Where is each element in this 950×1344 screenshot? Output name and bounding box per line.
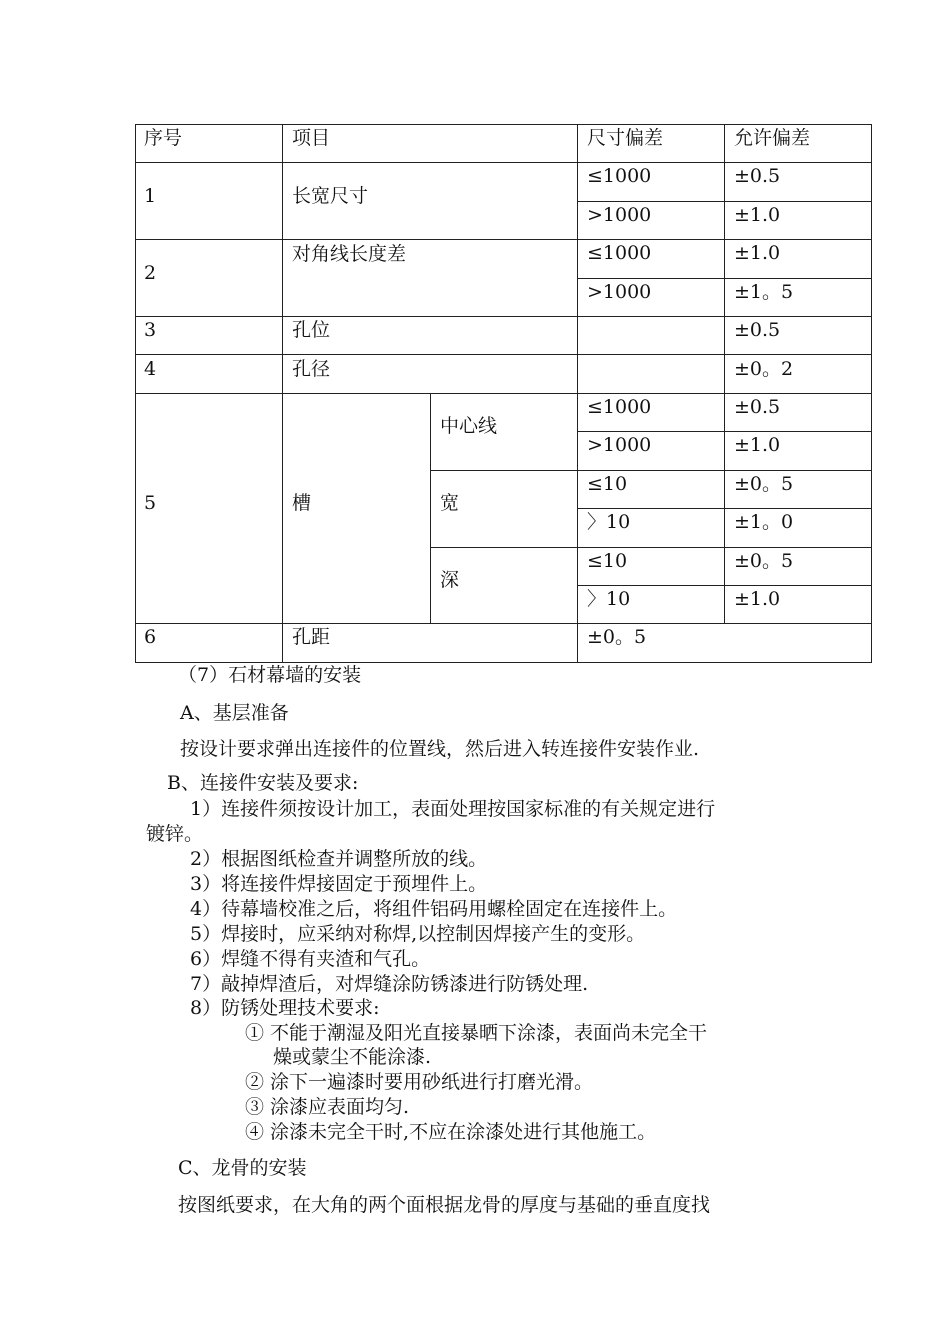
c-item-4: ④ 涂漆未完全干时,不应在涂漆处进行其他施工。	[245, 1121, 657, 1143]
row3-no: 3	[144, 319, 157, 341]
row5-item: 槽	[292, 492, 312, 514]
row1-tol-b: ±1.0	[734, 204, 781, 226]
c-item-1-line1: ① 不能于潮湿及阳光直接暴晒下涂漆，表面尚未完全干	[245, 1022, 708, 1044]
b-item-5: 5）焊接时，应采纳对称焊,以控制因焊接产生的变形。	[190, 923, 646, 945]
row5-sub-centerline: 中心线	[440, 415, 498, 437]
b-item-7: 7）敲掉焊渣后，对焊缝涂防锈漆进行防锈处理.	[190, 973, 589, 995]
row5-no: 5	[144, 492, 157, 514]
row6-item: 孔距	[292, 626, 331, 648]
row2-size-a: ≤1000	[587, 242, 652, 264]
header-size-deviation: 尺寸偏差	[587, 127, 664, 149]
b-item-6: 6）焊缝不得有夹渣和气孔。	[190, 948, 431, 970]
b-item-3: 3）将连接件焊接固定于预埋件上。	[190, 873, 488, 895]
row3-item: 孔位	[292, 319, 331, 341]
section-a-body: 按设计要求弹出连接件的位置线，然后进入转连接件安装作业.	[180, 738, 700, 760]
row1-no: 1	[144, 185, 157, 207]
b-item-1-line1: 1）连接件须按设计加工，表面处理按国家标准的有关规定进行	[190, 798, 716, 820]
row5-width-tol-a: ±0。5	[734, 473, 794, 495]
row5-centerline-tol-a: ±0.5	[734, 396, 781, 418]
section-c-body: 按图纸要求，在大角的两个面根据龙骨的厚度与基础的垂直度找	[178, 1194, 711, 1216]
row5-centerline-size-b: >1000	[587, 434, 652, 456]
section-a-heading: A、基层准备	[180, 702, 289, 724]
row4-tol: ±0。2	[734, 358, 794, 380]
header-item: 项目	[292, 127, 331, 149]
row5-depth-size-a: ≤10	[587, 550, 628, 572]
row1-size-a: ≤1000	[587, 165, 652, 187]
row5-centerline-tol-b: ±1.0	[734, 434, 781, 456]
b-item-1-line2: 镀锌。	[146, 823, 204, 845]
row2-tol-a: ±1.0	[734, 242, 781, 264]
tolerance-table	[135, 124, 872, 663]
row5-width-size-a: ≤10	[587, 473, 628, 495]
header-allowed-deviation: 允许偏差	[734, 127, 811, 149]
row4-item: 孔径	[292, 358, 331, 380]
c-item-3: ③ 涂漆应表面均匀.	[245, 1096, 410, 1118]
section-7-heading: （7）石材幕墙的安装	[178, 664, 362, 686]
row2-tol-b: ±1。5	[734, 281, 794, 303]
row5-depth-tol-b: ±1.0	[734, 588, 781, 610]
row4-no: 4	[144, 358, 157, 380]
b-item-2: 2）根据图纸检查并调整所放的线。	[190, 848, 488, 870]
row2-no: 2	[144, 262, 157, 284]
row5-depth-size-b: 〉10	[587, 588, 631, 610]
b-item-8: 8）防锈处理技术要求:	[190, 997, 380, 1019]
row1-item: 长宽尺寸	[292, 185, 369, 207]
row1-size-b: >1000	[587, 204, 652, 226]
c-item-1-line2: 燥或蒙尘不能涂漆.	[273, 1046, 432, 1068]
b-item-4: 4）待幕墙校准之后，将组件铝码用螺栓固定在连接件上。	[190, 898, 678, 920]
header-no: 序号	[144, 127, 183, 149]
row6-no: 6	[144, 626, 157, 648]
row5-sub-depth: 深	[440, 569, 460, 591]
row5-width-tol-b: ±1。0	[734, 511, 794, 533]
row5-sub-width: 宽	[440, 492, 460, 514]
row5-width-size-b: 〉10	[587, 511, 631, 533]
section-c-heading: C、龙骨的安装	[178, 1157, 307, 1179]
row2-item: 对角线长度差	[292, 243, 407, 265]
row3-tol: ±0.5	[734, 319, 781, 341]
row5-centerline-size-a: ≤1000	[587, 396, 652, 418]
row2-size-b: >1000	[587, 281, 652, 303]
c-item-2: ② 涂下一遍漆时要用砂纸进行打磨光滑。	[245, 1071, 594, 1093]
row5-depth-tol-a: ±0。5	[734, 550, 794, 572]
section-b-heading: B、连接件安装及要求:	[167, 772, 359, 794]
row1-tol-a: ±0.5	[734, 165, 781, 187]
row6-tol: ±0。5	[587, 626, 647, 648]
